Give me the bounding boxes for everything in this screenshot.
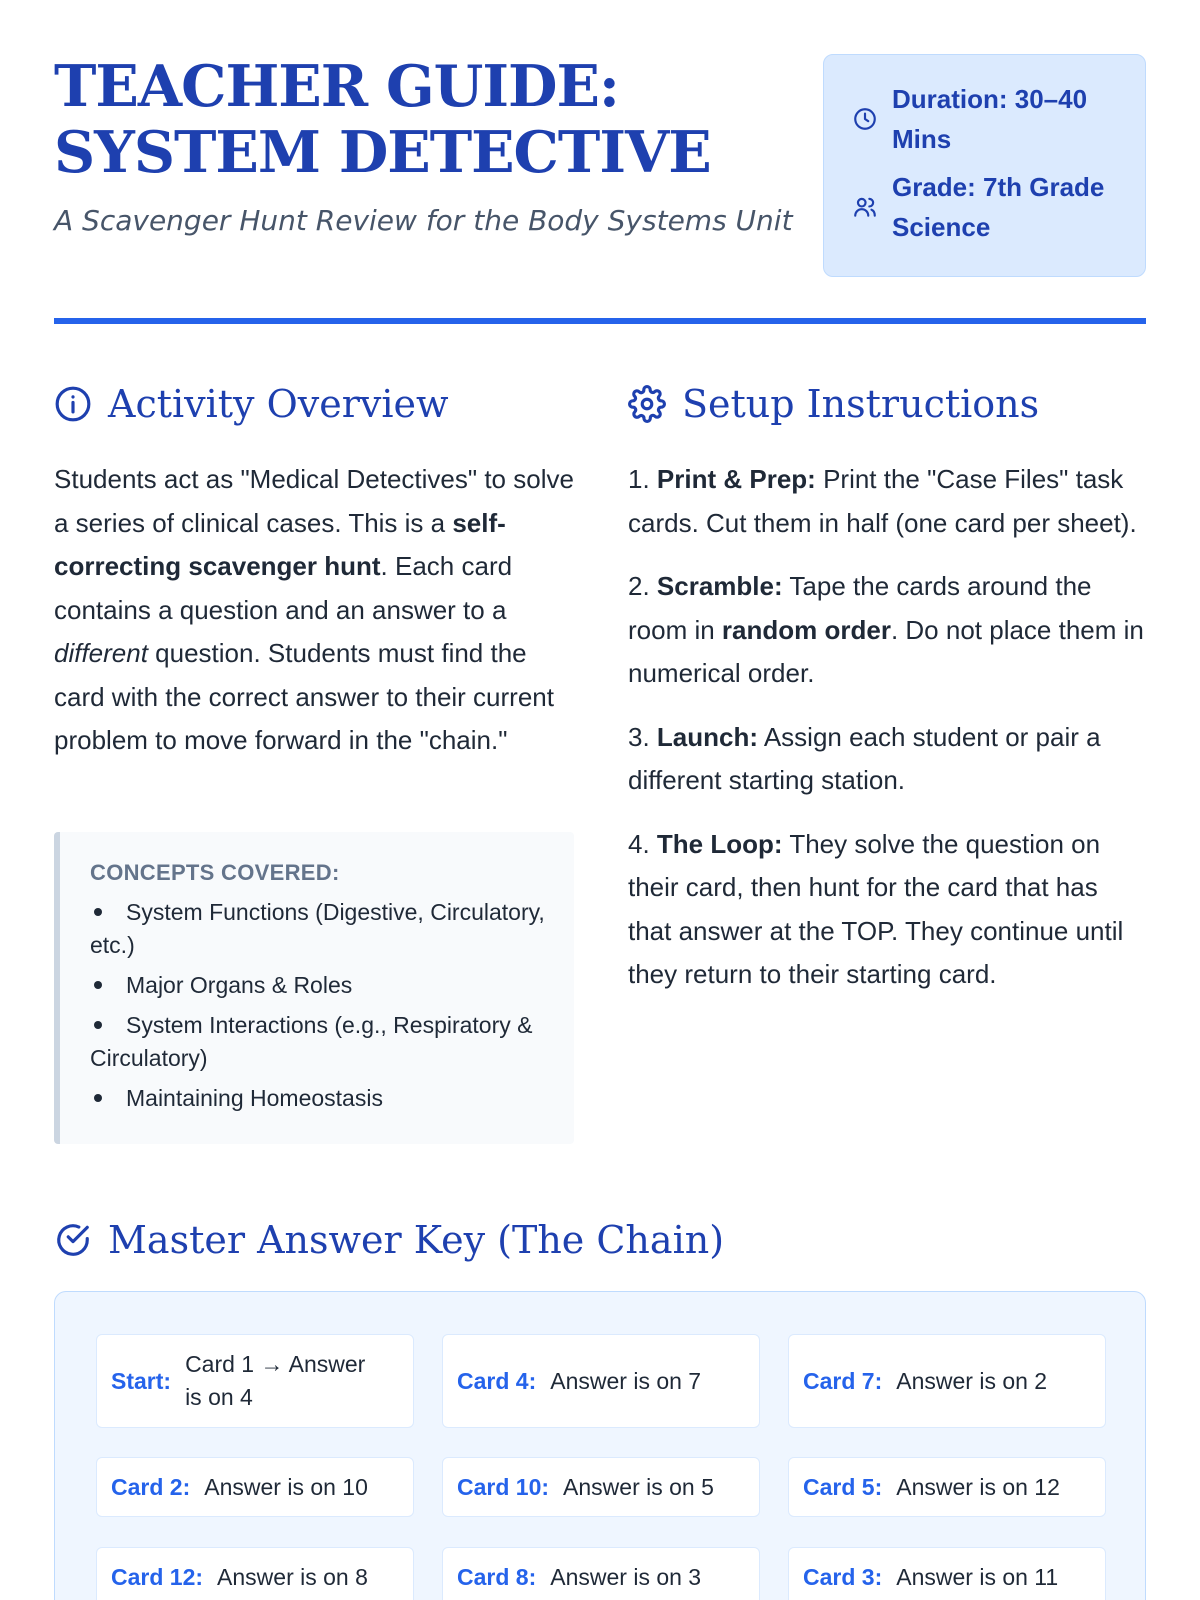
answer-card: Card 5: Answer is on 12 xyxy=(788,1457,1106,1517)
concepts-label: CONCEPTS COVERED: xyxy=(90,860,340,885)
check-circle-icon xyxy=(54,1221,92,1259)
answer-key-box xyxy=(54,1291,1146,1600)
page-header xyxy=(54,54,1146,284)
clock-icon xyxy=(852,106,878,132)
setup-title: Setup Instructions xyxy=(682,382,1040,426)
meta-info-box xyxy=(823,54,1146,277)
list-item: System Functions (Digestive, Circulatory, etc.) xyxy=(90,899,545,958)
info-icon xyxy=(54,385,92,423)
overview-italic: different xyxy=(54,638,148,668)
answer-card: Card 12: Answer is on 8 xyxy=(96,1547,414,1600)
answer-key-heading xyxy=(54,1218,724,1262)
list-item: Major Organs & Roles xyxy=(90,969,550,1002)
setup-step: 1. Print & Prep: Print the "Case Files" task cards. Cut them in half (one card per sheet). xyxy=(628,464,1137,538)
setup-step: 3. Launch: Assign each student or pair a different starting station. xyxy=(628,721,1101,795)
grade-text: Grade: 7th Grade Science xyxy=(892,172,1105,242)
overview-title: Activity Overview xyxy=(108,382,449,426)
overview-text-1: Students act as "Medical Detectives" to solve a series of clinical cases. This is a xyxy=(54,464,574,538)
answer-card: Card 8: Answer is on 3 xyxy=(442,1547,760,1600)
answer-card: Card 3: Answer is on 11 xyxy=(788,1547,1106,1600)
duration-text: Duration: 30–40 Mins xyxy=(892,84,1088,154)
answer-card: Card 7: Answer is on 2 xyxy=(788,1334,1106,1428)
overview-heading xyxy=(54,382,449,426)
concepts-list xyxy=(90,896,550,1122)
setup-heading xyxy=(628,382,1039,426)
list-item: System Interactions (e.g., Respiratory & Circulatory) xyxy=(90,1012,533,1071)
setup-steps xyxy=(628,458,1148,1017)
answer-card: Card 4: Answer is on 7 xyxy=(442,1334,760,1428)
concepts-box xyxy=(54,832,574,1144)
page-title: TEACHER GUIDE: SYSTEM DETECTIVE xyxy=(54,53,711,186)
users-icon xyxy=(852,194,878,220)
overview-paragraph xyxy=(54,458,574,763)
answer-key-title: Master Answer Key (The Chain) xyxy=(108,1218,725,1262)
duration-row xyxy=(852,79,1132,159)
list-item: Maintaining Homeostasis xyxy=(90,1082,550,1115)
answer-card: Start: Card 1 → Answer is on 4 xyxy=(96,1334,414,1428)
setup-step: 2. Scramble: Tape the cards around the room in random order. Do not place them in numerical order. xyxy=(628,571,1144,688)
answer-card: Card 10: Answer is on 5 xyxy=(442,1457,760,1517)
overview-text-3: question. Students must find the card with the correct answer to their current problem to move forward in the "chain." xyxy=(54,638,554,755)
overview-text-2: . Each card contains a question and an answer to a xyxy=(54,551,513,625)
header-divider xyxy=(54,318,1146,324)
grade-row xyxy=(852,167,1132,247)
page-subtitle: A Scavenger Hunt Review for the Body Systems Unit xyxy=(54,204,793,237)
setup-step: 4. The Loop: They solve the question on their card, then hunt for the card that has that answer at the TOP. They continue until they return to their starting card. xyxy=(628,828,1124,989)
overview-bold: self-correcting scavenger hunt xyxy=(54,507,506,581)
answer-card: Card 2: Answer is on 10 xyxy=(96,1457,414,1517)
gear-icon xyxy=(628,385,666,423)
